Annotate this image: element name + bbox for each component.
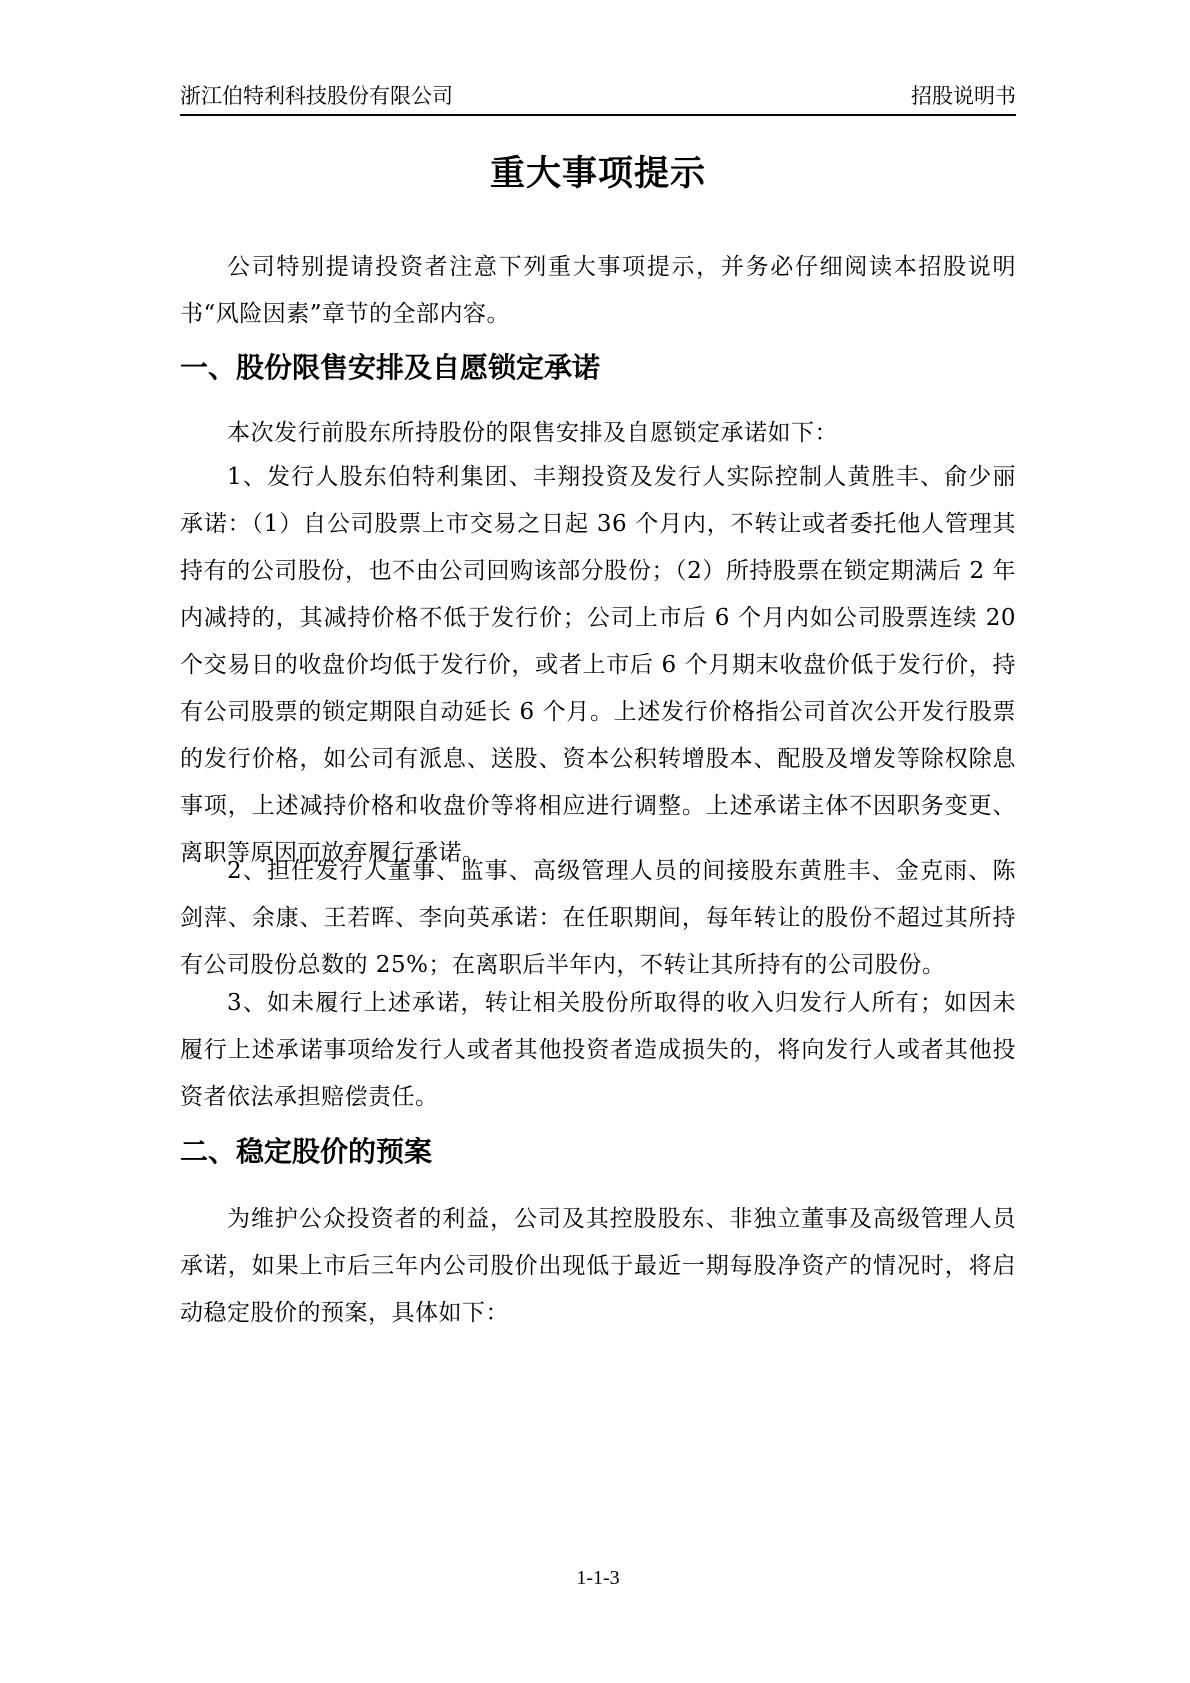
section-2-heading: 二、稳定股价的预案 [180, 1135, 433, 1168]
section-1-item-2: 2、担任发行人董事、监事、高级管理人员的间接股东黄胜丰、金克雨、陈剑萍、余康、王若晖、李向英承诺：在任职期间，每年转让的股份不超过其所持有公司股份总数的 25%；在离职后半年内，不转让其所持有的公司股份。 [180, 858, 1016, 978]
section-1-lead: 本次发行前股东所持股份的限售安排及自愿锁定承诺如下： [227, 420, 838, 446]
section-2-lead: 为维护公众投资者的利益，公司及其控股股东、非独立董事及高级管理人员承诺，如果上市后三年内公司股价出现低于最近一期每股净资产的情况时，将启动稳定股价的预案，具体如下： [180, 1206, 1016, 1326]
intro-paragraph: 公司特别提请投资者注意下列重大事项提示，并务必仔细阅读本招股说明书“风险因素”章节的全部内容。 [180, 254, 1016, 327]
page-title: 重大事项提示 [489, 154, 706, 194]
header-company-name: 浙江伯特利科技股份有限公司 [180, 84, 453, 108]
page-header [180, 84, 1016, 116]
section-1-item-3: 3、如未履行上述承诺，转让相关股份所取得的收入归发行人所有；如因未履行上述承诺事项给发行人或者其他投资者造成损失的，将向发行人或者其他投资者依法承担赔偿责任。 [180, 990, 1016, 1110]
header-document-type: 招股说明书 [911, 84, 1016, 108]
section-1-item-1: 1、发行人股东伯特利集团、丰翔投资及发行人实际控制人黄胜丰、俞少丽承诺：（1）自公司股票上市交易之日起 36 个月内，不转让或者委托他人管理其持有的公司股份，也不由公司回购该部分股份；（2）所持股票在锁定期满后 2 年内减持的，其减持价格不低于发行价；公司上市后 6 个月内如公司股票连续 20 个交易日的收盘价均低于发行价，或者上市后 6 个月期末收盘价低于发行价，持有公司股票的锁定期限自动延长 6 个月。上述发行价格指公司首次公开发行股票的发行价格，如公司有派息、送股、资本公积转增股本、配股及增发等除权除息事项，上述减持价格和收盘价等将相应进行调整。上述承诺主体不因职务变更、离职等原因而放弃履行承诺。 [180, 464, 1016, 866]
page-number: 1-1-3 [576, 1567, 620, 1589]
section-1-heading: 一、股份限售安排及自愿锁定承诺 [180, 351, 601, 384]
